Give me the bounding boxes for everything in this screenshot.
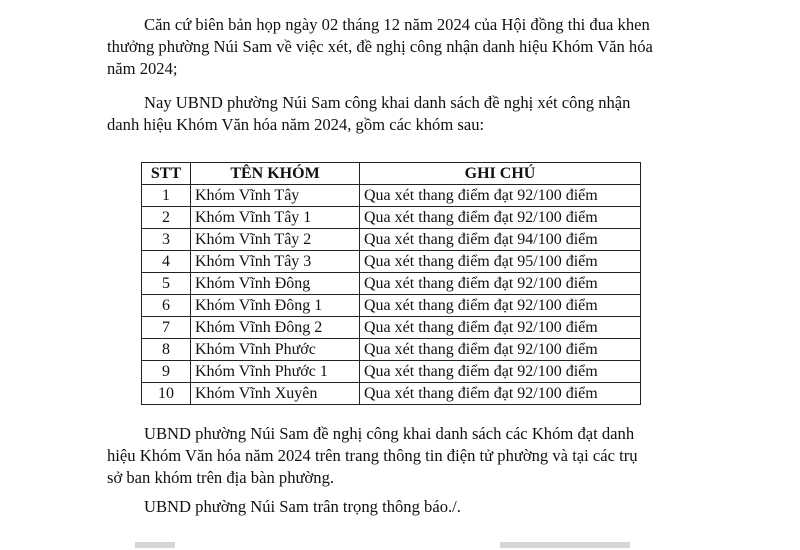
cell-ghi-chu: Qua xét thang điểm đạt 92/100 điểm [360,295,641,317]
cell-ten-khom: Khóm Vĩnh Đông 2 [191,317,360,339]
cell-stt: 5 [142,273,191,295]
signoff-paragraph [107,496,667,518]
cell-stt: 3 [142,229,191,251]
cell-ten-khom: Khóm Vĩnh Đông [191,273,360,295]
khom-list-table [141,162,641,405]
cell-stt: 7 [142,317,191,339]
cell-ten-khom: Khóm Vĩnh Phước 1 [191,361,360,383]
header-ten-khom: TÊN KHÓM [191,163,360,185]
table-row [142,273,641,295]
text-line: sở ban khóm trên địa bàn phường. [107,468,335,487]
table-row [142,295,641,317]
cell-ghi-chu: Qua xét thang điểm đạt 92/100 điểm [360,207,641,229]
cell-ghi-chu: Qua xét thang điểm đạt 92/100 điểm [360,317,641,339]
cropped-text-fragment [135,542,175,548]
table-row [142,317,641,339]
cell-ten-khom: Khóm Vĩnh Xuyên [191,383,360,405]
cell-ghi-chu: Qua xét thang điểm đạt 94/100 điểm [360,229,641,251]
table-row [142,361,641,383]
cell-stt: 2 [142,207,191,229]
table-row [142,207,641,229]
header-ghi-chu: GHI CHÚ [360,163,641,185]
cell-stt: 9 [142,361,191,383]
text-line: hiệu Khóm Văn hóa năm 2024 trên trang thông tin điện tử phường và tại các trụ [107,446,638,465]
intro-paragraph [107,14,667,80]
text-line: Nay UBND phường Núi Sam công khai danh sách đề nghị xét công nhận [144,93,631,112]
text-line: UBND phường Núi Sam đề nghị công khai danh sách các Khóm đạt danh [144,424,635,443]
header-stt: STT [142,163,191,185]
signoff-line: UBND phường Núi Sam trân trọng thông báo./. [144,497,461,516]
cell-ten-khom: Khóm Vĩnh Tây 2 [191,229,360,251]
text-line: Căn cứ biên bản họp ngày 02 tháng 12 năm 2024 của Hội đồng thi đua khen [144,15,650,34]
table-row [142,339,641,361]
text-line: danh hiệu Khóm Văn hóa năm 2024, gồm các khóm sau: [107,115,485,134]
table-row [142,185,641,207]
cell-ten-khom: Khóm Vĩnh Đông 1 [191,295,360,317]
cell-ghi-chu: Qua xét thang điểm đạt 92/100 điểm [360,185,641,207]
cell-ghi-chu: Qua xét thang điểm đạt 92/100 điểm [360,361,641,383]
cropped-text-fragment [500,542,630,548]
table-body [142,185,641,405]
table-header-row [142,163,641,185]
cell-stt: 8 [142,339,191,361]
announce-paragraph [107,92,667,136]
cell-ghi-chu: Qua xét thang điểm đạt 92/100 điểm [360,383,641,405]
closing-paragraph [107,423,667,489]
cell-ten-khom: Khóm Vĩnh Phước [191,339,360,361]
cell-stt: 4 [142,251,191,273]
cell-ten-khom: Khóm Vĩnh Tây 1 [191,207,360,229]
table-row [142,383,641,405]
cell-ghi-chu: Qua xét thang điểm đạt 92/100 điểm [360,273,641,295]
text-line: năm 2024; [107,59,178,78]
table-row [142,251,641,273]
cell-ghi-chu: Qua xét thang điểm đạt 92/100 điểm [360,339,641,361]
table-row [142,229,641,251]
cell-stt: 10 [142,383,191,405]
cell-ten-khom: Khóm Vĩnh Tây 3 [191,251,360,273]
cell-ten-khom: Khóm Vĩnh Tây [191,185,360,207]
cell-stt: 6 [142,295,191,317]
cell-ghi-chu: Qua xét thang điểm đạt 95/100 điểm [360,251,641,273]
cell-stt: 1 [142,185,191,207]
text-line: thưởng phường Núi Sam về việc xét, đề nghị công nhận danh hiệu Khóm Văn hóa [107,37,653,56]
